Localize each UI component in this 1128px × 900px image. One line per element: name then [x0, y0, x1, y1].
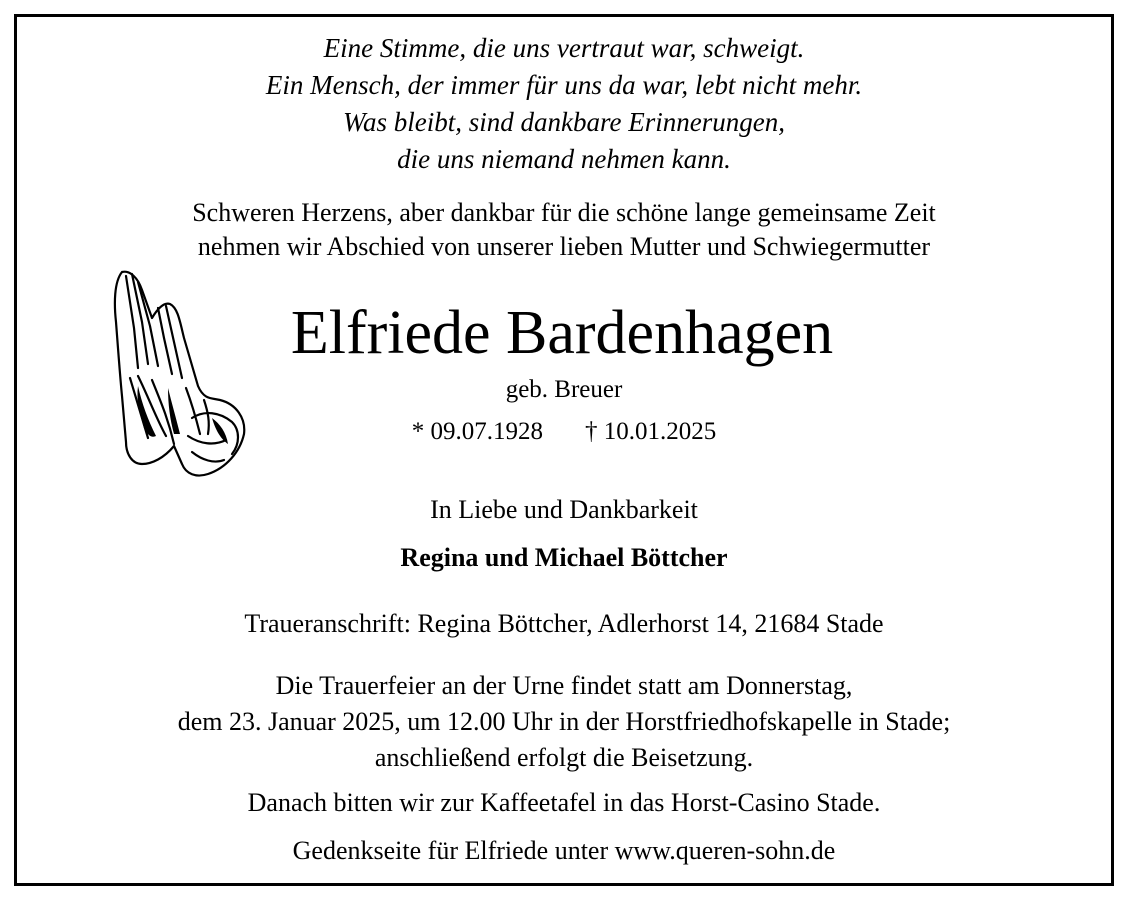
mourners: Regina und Michael Böttcher — [400, 543, 728, 572]
service-line: dem 23. Januar 2025, um 12.00 Uhr in der Horstfriedhofskapelle in Stade; — [177, 707, 951, 736]
intro-line: nehmen wir Abschied von unserer lieben Mutter und Schwiegermutter — [197, 232, 931, 261]
intro-line: Schweren Herzens, aber dankbar für die schöne lange gemeinsame Zeit — [192, 198, 936, 227]
memorial-page-link[interactable]: Gedenkseite für Elfriede unter www.queren-sohn.de — [292, 836, 836, 865]
closing-phrase: In Liebe und Dankbarkeit — [430, 495, 698, 524]
poem-line: Eine Stimme, die uns vertraut war, schweigt. — [323, 33, 805, 63]
death-date: † 10.01.2025 — [585, 418, 717, 445]
mourning-address: Traueranschrift: Regina Böttcher, Adlerhorst 14, 21684 Stade — [244, 609, 884, 638]
service-line: Die Trauerfeier an der Urne findet statt am Donnerstag, — [275, 671, 853, 700]
reception-info: Danach bitten wir zur Kaffeetafel in das Horst-Casino Stade. — [247, 788, 881, 817]
life-dates — [0, 418, 1128, 446]
service-line: anschließend erfolgt die Beisetzung. — [374, 743, 754, 772]
deceased-name: Elfriede Bardenhagen — [290, 299, 834, 367]
poem-line: Ein Mensch, der immer für uns da war, lebt nicht mehr. — [265, 70, 863, 100]
intro-text — [0, 196, 1128, 264]
poem-line: die uns niemand nehmen kann. — [397, 144, 731, 174]
poem-line: Was bleibt, sind dankbare Erinnerungen, — [343, 107, 785, 137]
poem — [0, 30, 1128, 178]
birth-date: * 09.07.1928 — [411, 418, 543, 445]
maiden-name: geb. Breuer — [505, 376, 623, 403]
funeral-service-info — [0, 668, 1128, 776]
